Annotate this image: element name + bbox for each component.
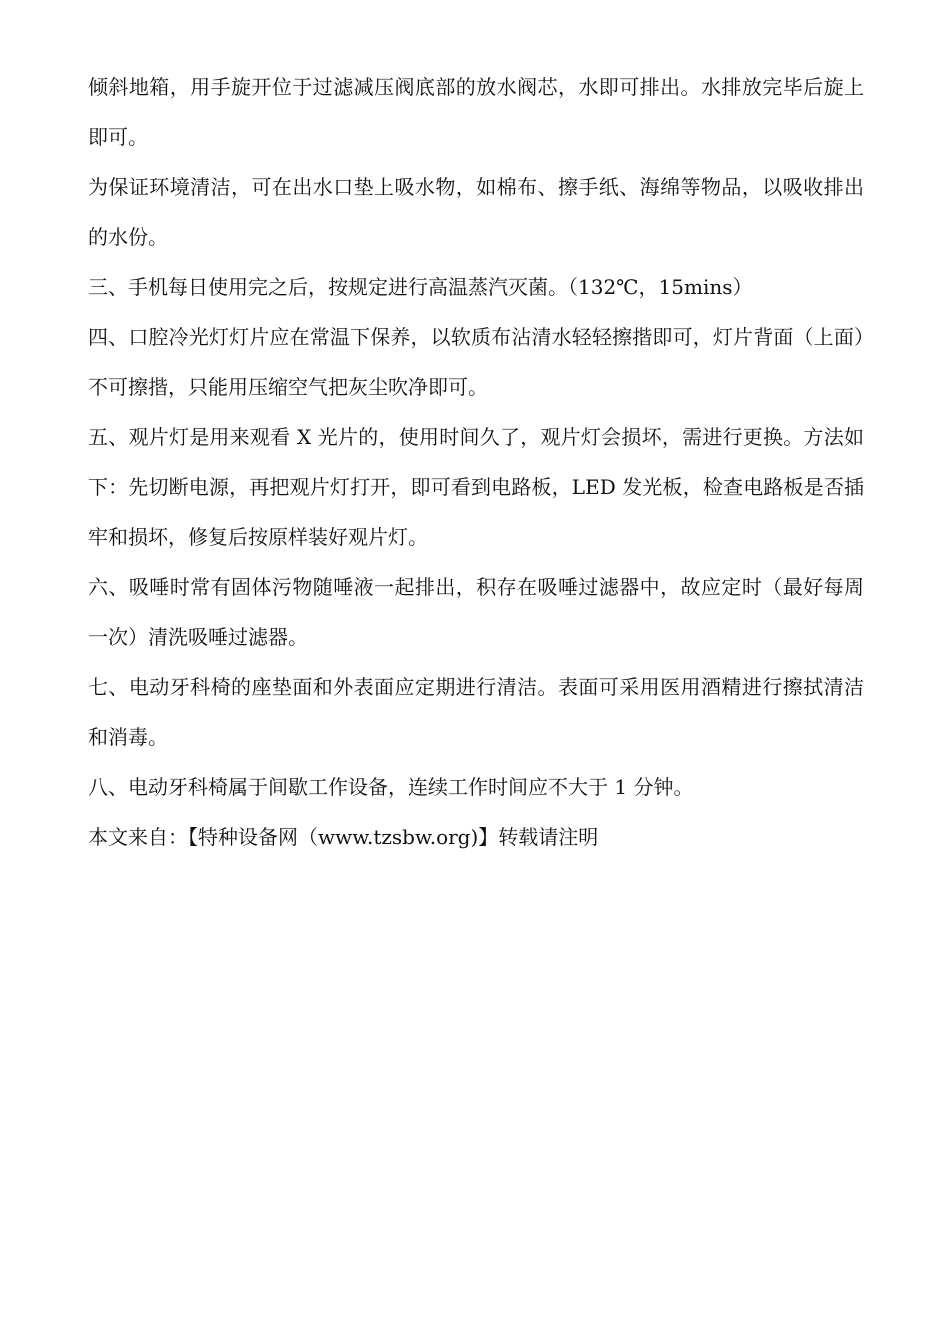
- paragraph-suction-filter: 六、吸唾时常有固体污物随唾液一起排出，积存在吸唾过滤器中，故应定时（最好每周一次）清洗吸唾过滤器。: [88, 575, 864, 649]
- document-body: [88, 62, 864, 862]
- paragraph-handpiece-sterilization: 三、手机每日使用完之后，按规定进行高温蒸汽灭菌。（132℃，15mins）: [88, 275, 753, 299]
- paragraph-source-note: 本文来自：【特种设备网（www.tzsbw.org)】转载请注明: [88, 825, 599, 849]
- paragraph-chair-cleaning: 七、电动牙科椅的座垫面和外表面应定期进行清洁。表面可采用医用酒精进行擦拭清洁和消毒。: [88, 675, 864, 749]
- paragraph-intermittent-work: 八、电动牙科椅属于间歇工作设备，连续工作时间应不大于 1 分钟。: [88, 775, 694, 799]
- paragraph-drain-valve: 倾斜地箱，用手旋开位于过滤减压阀底部的放水阀芯，水即可排出。水排放完毕后旋上即可。: [88, 75, 864, 149]
- paragraph-absorbent: 为保证环境清洁，可在出水口垫上吸水物，如棉布、擦手纸、海绵等物品，以吸收排出的水份。: [88, 175, 864, 249]
- paragraph-cold-light-lamp: 四、口腔冷光灯灯片应在常温下保养，以软质布沾清水轻轻擦揩即可，灯片背面（上面）不可擦揩，只能用压缩空气把灰尘吹净即可。: [88, 325, 864, 399]
- paragraph-film-viewer: 五、观片灯是用来观看 X 光片的，使用时间久了，观片灯会损坏，需进行更换。方法如下：先切断电源，再把观片灯打开，即可看到电路板，LED 发光板，检查电路板是否插牢和损坏，修复后按原样装好观片灯。: [88, 425, 864, 549]
